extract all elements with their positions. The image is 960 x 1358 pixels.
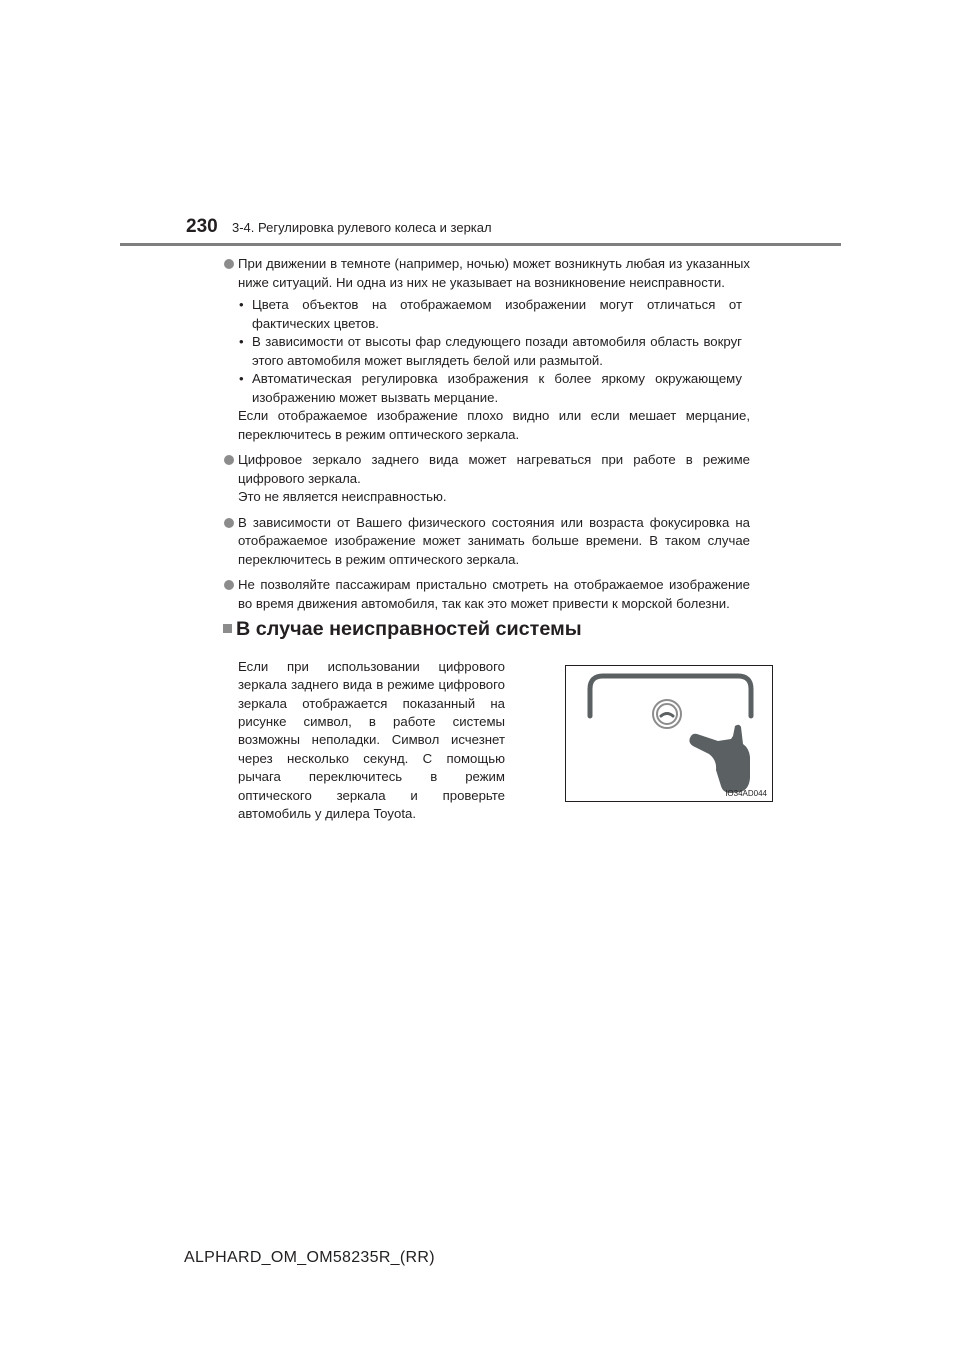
dot-marker-icon: • <box>239 297 244 312</box>
gray-square-marker-icon <box>223 624 232 633</box>
section-heading <box>222 620 750 639</box>
bullet-text: В зависимости от Вашего физического состояния или возраста фокусировка на отображаемое изображение может занимать больше времени. В таком случае переключитесь в режим оптического зеркала. <box>238 514 750 567</box>
system-malfunction-text: Если при использовании цифрового зеркала заднего вида в режиме цифрового зеркала отображается показанный на рисунке символ, в работе системы возможны неполадки. Символ исчезнет через несколько секунд. С помощью рычага переключитесь в режим оптического зеркала и проверьте автомобиль у дилера Toyota. <box>238 658 505 821</box>
bullet-text: При движении в темноте (например, ночью) может возникнуть любая из указанных ниже ситуаций. Ни одна из них не указывает на возникновение неисправности. <box>238 256 750 290</box>
page-number: 230 <box>186 216 218 237</box>
header-rule <box>120 243 841 246</box>
sub-list-item <box>238 333 750 370</box>
dot-marker-icon: • <box>239 334 244 349</box>
sub-item-text: Автоматическая регулировка изображения к более яркому окружающему изображению может вызвать мерцание. <box>252 371 742 405</box>
bullet-item-night-driving <box>222 255 750 444</box>
dot-marker-icon: • <box>239 371 244 386</box>
bullet-text: Не позволяйте пассажирам пристально смотреть на отображаемое изображение во время движения автомобиля, так как это может привести к морской болезни. <box>238 577 750 611</box>
bullet-item-motion-sickness <box>222 576 750 613</box>
mirror-warning-figure <box>565 665 773 802</box>
bullet-item-mirror-heating <box>222 451 750 507</box>
sub-item-text: Цвета объектов на отображаемом изображении могут отличаться от фактических цветов. <box>252 297 742 331</box>
gray-circle-bullet-icon <box>224 518 234 528</box>
bullet-item-focusing <box>222 514 750 570</box>
section-heading-text: В случае неисправностей системы <box>236 618 582 640</box>
mirror-warning-illustration <box>566 666 774 803</box>
system-malfunction-section <box>222 645 767 835</box>
warning-symbol-center-mark <box>661 713 673 716</box>
finger-hand-icon <box>689 724 750 792</box>
figure-code: IO34AD044 <box>725 788 767 798</box>
gray-circle-bullet-icon <box>224 580 234 590</box>
gray-circle-bullet-icon <box>224 259 234 269</box>
bullet-text: Цифровое зеркало заднего вида может нагреваться при работе в режиме цифрового зеркала. <box>238 452 750 486</box>
sub-list-item <box>238 296 750 333</box>
sub-item-text: В зависимости от высоты фар следующего позади автомобиля область вокруг этого автомобиля может выглядеть белой или размытой. <box>252 334 742 368</box>
section-title: 3-4. Регулировка рулевого колеса и зеркал <box>232 220 492 235</box>
rear-view-mirror-outline <box>590 676 751 716</box>
sub-list <box>238 296 750 407</box>
bullet-after-text: Если отображаемое изображение плохо видно или если мешает мерцание, переключитесь в режим оптического зеркала. <box>238 408 750 442</box>
sub-list-item <box>238 370 750 407</box>
gray-circle-bullet-icon <box>224 455 234 465</box>
bullet-after-text: Это не является неисправностью. <box>238 489 447 504</box>
document-code: ALPHARD_OM_OM58235R_(RR) <box>184 1249 435 1266</box>
page-content <box>222 255 767 835</box>
